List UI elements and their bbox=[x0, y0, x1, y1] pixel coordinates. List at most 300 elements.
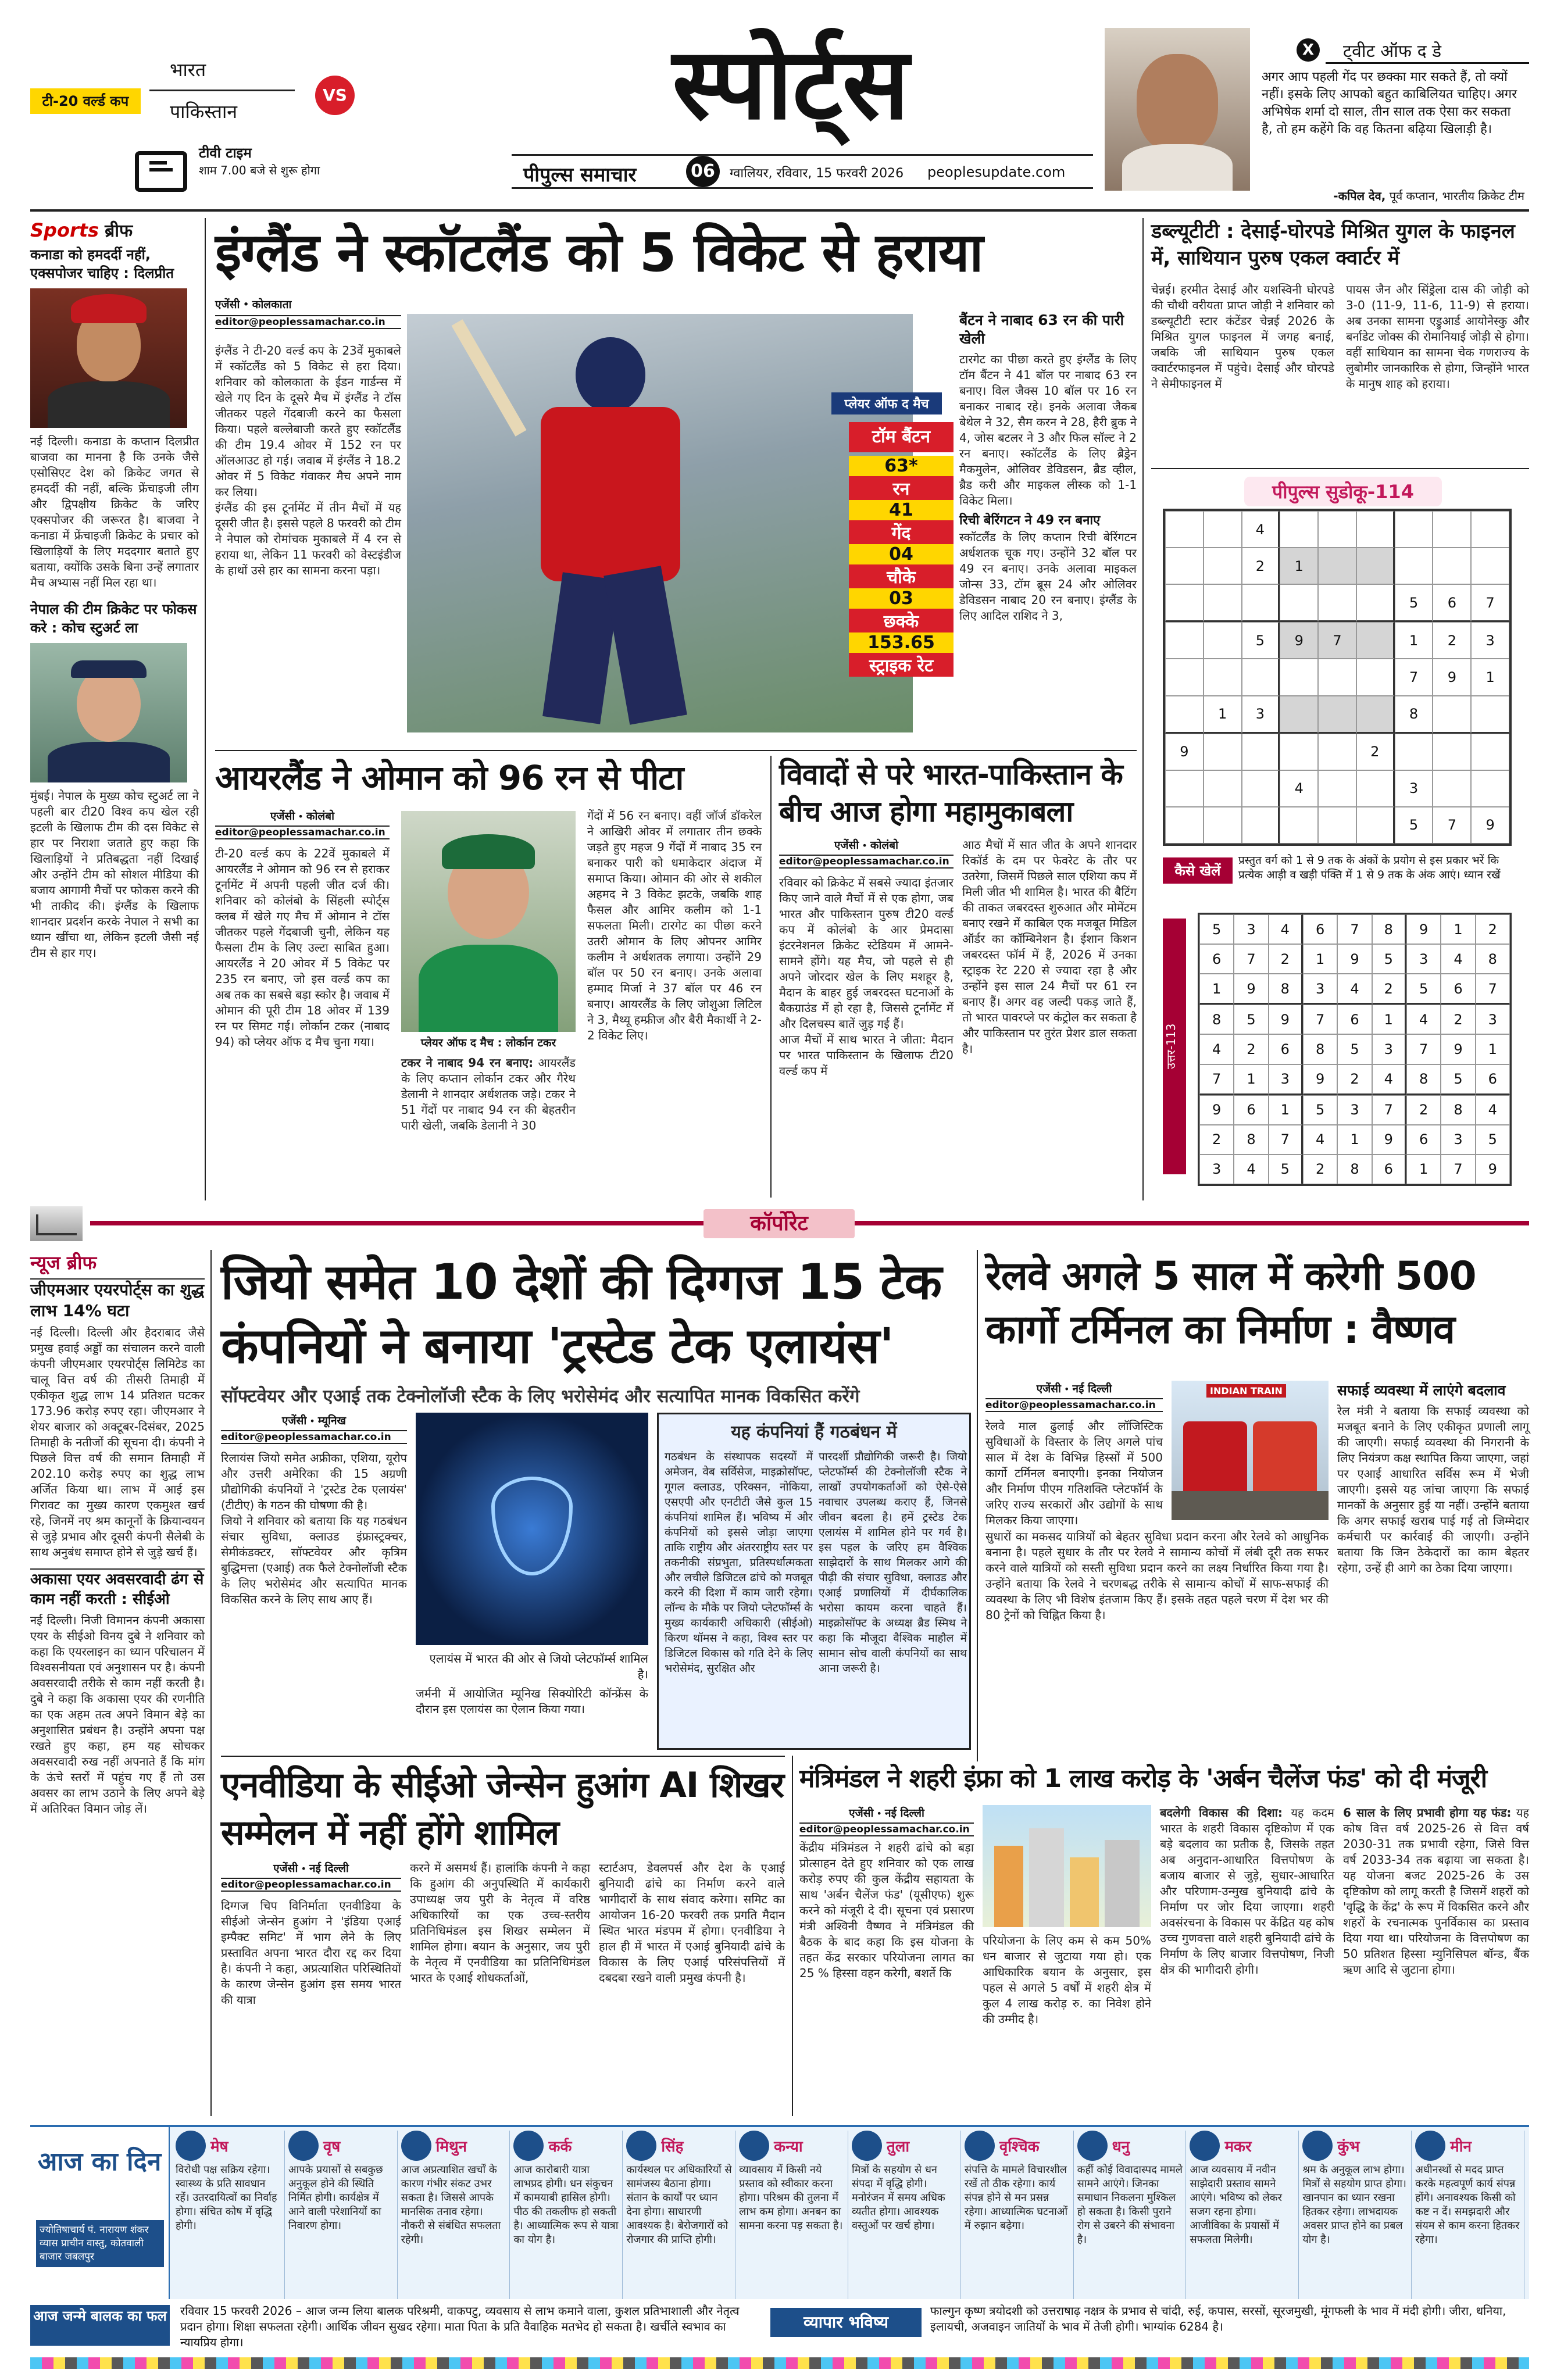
zodiac-icon bbox=[288, 2131, 319, 2161]
sudoku-cell: 4 bbox=[1242, 511, 1280, 548]
banton-photo bbox=[407, 314, 913, 732]
stat-sr-label: स्ट्राइक रेट bbox=[849, 653, 954, 677]
answer-cell: 4 bbox=[1476, 1095, 1510, 1125]
indpak-headline: विवादों से परे भारत-पाकिस्तान के बीच आज होगा महामुकाबला bbox=[779, 757, 1123, 828]
sudoku-cell bbox=[1242, 584, 1280, 622]
lead-byline: एजेंसी • कोलकाता editor@peoplessamachar.co.in bbox=[215, 296, 401, 329]
shield-icon bbox=[491, 1477, 573, 1575]
sudoku-cell bbox=[1204, 770, 1242, 807]
masthead-strip bbox=[512, 154, 1093, 189]
lead-side-head: बैंटन ने नाबाद 63 रन की पारी खेली bbox=[959, 312, 1124, 347]
urban-side-b bbox=[1343, 1805, 1533, 1978]
zodiac-name: मेष bbox=[210, 2138, 228, 2156]
team2: पाकिस्तान bbox=[170, 101, 238, 123]
zodiac-row bbox=[176, 2131, 1524, 2299]
answer-cell: 3 bbox=[1372, 1034, 1406, 1064]
tucker-photo bbox=[401, 811, 576, 1032]
sudoku-cell bbox=[1471, 548, 1509, 584]
railway-byline: एजेंसी • नई दिल्ली editor@peoplessamachar.co.in bbox=[985, 1381, 1163, 1412]
zodiac-icon bbox=[1190, 2131, 1220, 2161]
ireland-email: editor@peoplessamachar.co.in bbox=[215, 826, 390, 839]
sudoku-cell bbox=[1204, 659, 1242, 695]
stat-sixes-value: 03 bbox=[849, 588, 954, 609]
zodiac-sign bbox=[626, 2131, 735, 2299]
born-today-label: आज जन्मे बालक का फल bbox=[30, 2305, 170, 2346]
stat-sr-value: 153.65 bbox=[849, 632, 954, 653]
stat-sixes-label: छक्के bbox=[849, 609, 954, 632]
railway-place: नई दिल्ली bbox=[1072, 1382, 1112, 1395]
brief-body-2: मुंबई। नेपाल के मुख्य कोच स्टुअर्ट ला ने पहली बार टी20 विश्व कप खेल रही इटली के खिलाफ टीम की दस विकेट से हार पर निराशा जताते हुए कहा कि खिलाड़ियों ने प्रतिबद्धता नहीं दिखाई और उन्होंने टीम को सोशल मीडिया की बजाय आगामी मैचों पर फोकस करने की भी ताकीद की। इंग्लैंड के खिलाफ शानदार प्रदर्शन करके नेपाल ने सभी का ध्यान खींचा था, लेकिन इटली जैसी नई टीम से हार गए। bbox=[30, 789, 203, 960]
tweet-box bbox=[1105, 28, 1529, 202]
jio-agency: एजेंसी bbox=[281, 1414, 307, 1427]
answer-cell: 3 bbox=[1199, 1155, 1234, 1184]
answer-cell: 9 bbox=[1337, 944, 1372, 974]
nvidia-agency: एजेंसी bbox=[273, 1862, 298, 1875]
railway-side-head: सफाई व्यवस्था में लाएंगे बदलाव bbox=[1337, 1382, 1506, 1399]
sudoku-cell: 4 bbox=[1280, 770, 1318, 807]
answer-cell: 1 bbox=[1269, 1095, 1303, 1125]
zodiac-name: धनु bbox=[1112, 2138, 1130, 2156]
answer-cell: 5 bbox=[1234, 1005, 1268, 1034]
zodiac-icon bbox=[739, 2131, 769, 2161]
sudoku-cell: 3 bbox=[1471, 622, 1509, 659]
railway-email: editor@peoplessamachar.co.in bbox=[985, 1398, 1163, 1412]
sudoku-cell bbox=[1433, 734, 1471, 770]
zodiac-sign bbox=[739, 2131, 848, 2299]
answer-cell: 6 bbox=[1234, 1095, 1268, 1125]
answer-cell: 7 bbox=[1303, 1005, 1337, 1034]
answer-cell: 8 bbox=[1337, 1155, 1372, 1184]
ireland-body-a: टी-20 वर्ल्ड कप के 22वें मुकाबले में आयरलैंड ने ओमान को 96 रन से हराकर टूर्नामेंट में अपनी पहली जीत दर्ज की। शनिवार को कोलंबो के सिंहली स्पोर्ट्स क्लब में खेले गए मैच में ओमान ने टॉस जीतकर पहले गेंदबाजी चुनी, लेकिन यह फैसला टीम के लिए उल्टा साबित हुआ। आयरलैंड ने 20 ओवर में 5 विकेट पर 235 रन बनाए, जो इस वर्ल्ड कप का अब तक का सबसे बड़ा स्कोर है। जवाब में ओमान की पूरी टीम 18 ओवर में 139 रन पर सिमट गई। लोर्कान टकर (नाबाद 94) को प्लेयर ऑफ द मैच चुना गया। bbox=[215, 846, 394, 1049]
answer-cell: 8 bbox=[1199, 1005, 1234, 1034]
tv-icon bbox=[135, 151, 187, 192]
sudoku-cell bbox=[1356, 584, 1395, 622]
lead-side bbox=[959, 311, 1141, 624]
sudoku-cell bbox=[1318, 734, 1356, 770]
sudoku-cell bbox=[1165, 659, 1204, 695]
news-brief-headline-1: जीएमआर एयरपोर्ट्स का शुद्ध लाभ 14% घटा bbox=[30, 1278, 205, 1321]
answer-cell: 5 bbox=[1441, 1064, 1475, 1095]
kapil-dev-photo bbox=[1105, 28, 1250, 191]
sudoku-cell: 7 bbox=[1318, 622, 1356, 659]
answer-cell: 1 bbox=[1337, 1125, 1372, 1155]
answer-cell: 3 bbox=[1337, 1095, 1372, 1125]
answer-cell: 4 bbox=[1303, 1125, 1337, 1155]
sudoku-cell bbox=[1395, 511, 1433, 548]
zodiac-text: कहीं कोई विवादास्पद मामले सामने आएंगे। जिनका समाधान निकलना मुश्किल हो सकता है। किसी पुराने रोग से उबरने की संभावना है। bbox=[1077, 2164, 1186, 2246]
sudoku-cell bbox=[1471, 734, 1509, 770]
railway-sidebar bbox=[1337, 1381, 1533, 1576]
sudoku-cell bbox=[1318, 770, 1356, 807]
zodiac-text: मित्रों के सहयोग से धन संपदा में वृद्धि होगी। मनोरंजन में समय अधिक व्यतीत होगा। आवश्यक वस्तुओं पर खर्च होगा। bbox=[851, 2164, 949, 2232]
answer-cell: 5 bbox=[1269, 1155, 1303, 1184]
sudoku-cell bbox=[1395, 548, 1433, 584]
answer-cell: 6 bbox=[1303, 914, 1337, 944]
ireland-body-b-head: टकर ने नाबाद 94 रन बनाए: bbox=[401, 1056, 534, 1070]
sudoku-cell bbox=[1395, 734, 1433, 770]
dilpreet-photo bbox=[30, 288, 187, 428]
urban-byline: एजेंसी • नई दिल्ली editor@peoplessamachar.co.in bbox=[799, 1805, 974, 1836]
answer-cell: 7 bbox=[1337, 914, 1372, 944]
jio-headline: जियो समेत 10 देशों की दिग्गज 15 टेक कंपनियों ने बनाया 'ट्रस्टेड टेक एलायंस' bbox=[221, 1253, 942, 1374]
zodiac-icon bbox=[513, 2131, 544, 2161]
indpak-body-a: रविवार को क्रिकेट में सबसे ज्यादा इंतजार किए जाने वाले मैचों में से एक होगा, जब भारत और पाकिस्तान पुरुष टी20 वर्ल्ड कप में कोलंबो के आर प्रेमदासा इंटरनेशनल क्रिकेट स्टेडियम में आमने-सामने होंगे। यह मैच, जो पहले से ही अपने जोरदार खेल के लिए मशहूर है, मैदान के बाहर हुई जबरदस्त घटनाओं के बैकग्राउंड में हो रहा है, जिससे टूर्नामेंट में और दिलचस्प बातें जुड़ गई हैं। आज मैचों में साथ भारत ने जीता: मैदान पर भारत पाकिस्तान के खिलाफ टी20 वर्ल्ड कप में bbox=[779, 875, 954, 1078]
stat-runs-label: रन bbox=[849, 476, 954, 500]
answer-cell: 3 bbox=[1303, 974, 1337, 1005]
answer-cell: 6 bbox=[1199, 944, 1234, 974]
website: peoplesupdate.com bbox=[927, 164, 1066, 180]
sudoku-cell: 2 bbox=[1242, 548, 1280, 584]
zodiac-text: व्यावसाय में किसी नये प्रस्ताव को स्वीकार करना होगा। परिश्रम की तुलना में लाभ कम होगा। अनबन का सामना करना पड़ सकता है। bbox=[739, 2164, 845, 2232]
brief-headline-2: नेपाल की टीम क्रिकेट पर फोकस करे : कोच स्टुअर्ट ला bbox=[30, 601, 197, 636]
sudoku-grid bbox=[1163, 509, 1512, 846]
indpak-byline: एजेंसी • कोलंबो editor@peoplessamachar.co.in bbox=[779, 837, 954, 869]
answer-cell: 4 bbox=[1234, 1155, 1268, 1184]
sudoku-cell bbox=[1242, 734, 1280, 770]
sudoku-cell bbox=[1204, 734, 1242, 770]
answer-cell: 1 bbox=[1372, 1005, 1406, 1034]
sudoku-cell bbox=[1204, 622, 1242, 659]
answer-cell: 2 bbox=[1337, 1064, 1372, 1095]
sudoku-cell: 6 bbox=[1433, 584, 1471, 622]
urban-body-a: केंद्रीय मंत्रिमंडल ने शहरी ढांचे को बड़ा प्रोत्साहन देते हुए शनिवार को एक लाख करोड़ रुपए की कुल केंद्रीय सहायता के साथ 'अर्बन चैलेंज फंड' (यूसीएफ) शुरू करने को मंजूरी दे दी। सूचना एवं प्रसारण मंत्री अश्विनी वैष्णव ने मंत्रिमंडल की बैठक के बाद कहा कि इस योजना के तहत केंद्र सरकार परियोजना लागत का 25 % हिस्सा वहन करेगी, बशर्ते कि bbox=[799, 1841, 978, 1980]
answer-cell: 8 bbox=[1269, 974, 1303, 1005]
lead-place: कोलकाता bbox=[252, 298, 292, 311]
answer-cell: 4 bbox=[1372, 1064, 1406, 1095]
nvidia-place: नई दिल्ली bbox=[309, 1862, 349, 1875]
sudoku-cell: 1 bbox=[1471, 659, 1509, 695]
answer-cell: 9 bbox=[1372, 1125, 1406, 1155]
answer-cell: 1 bbox=[1234, 1064, 1268, 1095]
sudoku-cell bbox=[1356, 807, 1395, 844]
indpak-place: कोलंबो bbox=[870, 839, 899, 852]
stat-runs-value: 63* bbox=[849, 456, 954, 476]
zodiac-sign bbox=[401, 2131, 510, 2299]
sudoku-cell bbox=[1433, 548, 1471, 584]
nvidia-headline: एनवीडिया के सीईओ जेन्सेन हुआंग AI शिखर सम्मेलन में नहीं होंगे शामिल bbox=[221, 1765, 784, 1853]
railway-agency: एजेंसी bbox=[1036, 1382, 1061, 1395]
zodiac-sign bbox=[852, 2131, 961, 2299]
tweet-text: अगर आप पहली गेंद पर छक्का मार सकते हैं, तो क्यों नहीं। इसके लिए आपको बहुत काबिलियत चाहिए। अगर अभिषेक शर्मा दो साल, तीन साल तक ऐसा कर सकता है, तो हम कहेंगे कि वह कितना बढ़िया खिलाड़ी है। bbox=[1262, 70, 1517, 137]
answer-cell: 3 bbox=[1476, 1005, 1510, 1034]
business-forecast-text: फाल्गुन कृष्ण त्रयोदशी को उत्तराषाढ़ नक्षत्र के प्रभाव से चांदी, रुई, कपास, सरसों, सूरजमुखी, मूंगफली के भाव में मंदी होगी। जीरा, धनिया, इलायची, अजवाइन जातियों के भाव में तेजी होगी। भाग्यांक 6284 है। bbox=[930, 2304, 1506, 2333]
urban-side-head: बदलेगी विकास की दिशा: bbox=[1160, 1806, 1283, 1820]
zodiac-text: विरोधी पक्ष सक्रिय रहेगा। स्वास्थ्य के प्रति सावधान रहें। उतरदायित्वों का निर्वाह होगा। संचित कोष में वृद्धि होगी। bbox=[176, 2164, 281, 2232]
stock-icon bbox=[30, 1206, 83, 1241]
answer-grid bbox=[1198, 913, 1512, 1186]
sudoku-cell bbox=[1204, 511, 1242, 548]
zodiac-name: कुंभ bbox=[1337, 2138, 1360, 2156]
sudoku-cell: 9 bbox=[1471, 807, 1509, 844]
sudoku-cell bbox=[1280, 807, 1318, 844]
ireland-place: कोलंबो bbox=[306, 810, 335, 823]
answer-cell: 3 bbox=[1441, 1125, 1475, 1155]
answer-cell: 8 bbox=[1303, 1034, 1337, 1064]
answer-cell: 1 bbox=[1441, 914, 1475, 944]
answer-cell: 1 bbox=[1199, 974, 1234, 1005]
answer-cell: 7 bbox=[1234, 944, 1268, 974]
nvidia-email: editor@peoplessamachar.co.in bbox=[221, 1878, 401, 1892]
answer-cell: 6 bbox=[1372, 1155, 1406, 1184]
zodiac-icon bbox=[1302, 2131, 1333, 2161]
sudoku-cell: 5 bbox=[1242, 622, 1280, 659]
sudoku-rules: प्रस्तुत वर्ग को 1 से 9 तक के अंकों के प्रयोग से इस प्रकार भरें कि प्रत्येक आड़ी व खड़ी पंक्ति में 1 से 9 तक के अंक आएं। ध्यान रखें bbox=[1238, 854, 1501, 881]
answer-cell: 4 bbox=[1337, 974, 1372, 1005]
answer-cell: 6 bbox=[1406, 1125, 1441, 1155]
indpak-body-b: आठ मैचों में सात जीत के अपने शानदार रिकॉर्ड के दम पर फेवरेट के तौर पर उतरेगा, जिसमें पिछले साल एशिया कप में मिली जीत भी शामिल है। भारत की बैटिंग की ताकत जबरदस्त शुरुआत और मोमेंटम बनाए रखने में काबिल एक मजबूत मिडिल ऑर्डर का कॉम्बिनेशन है। ईशान किशन जबरदस्त फॉर्म में हैं, 2026 में उनका स्ट्राइक रेट 220 से ज्यादा रहा है और उन्होंने इस साल 24 मैचों पर 61 रन बनाए हैं। अगर वह जल्दी पकड़ जाते हैं, तो भारत पावरप्ले पर कंट्रोल कर सकता है और पाकिस्तान पर तुरंत प्रेशर डाल सकता है। bbox=[962, 838, 1141, 1056]
railway-body-c bbox=[1172, 1668, 1329, 1669]
jio-caption: एलायंस में भारत की ओर से जियो प्लेटफॉर्म्स शामिल है। bbox=[429, 1652, 648, 1681]
brand-name: पीपुल्स समाचार bbox=[523, 163, 637, 187]
sudoku-cell bbox=[1356, 511, 1395, 548]
answer-cell: 5 bbox=[1303, 1095, 1337, 1125]
sudoku-cell bbox=[1280, 696, 1318, 734]
answer-cell: 7 bbox=[1476, 974, 1510, 1005]
brief-label: ब्रीफ bbox=[105, 221, 133, 241]
zodiac-icon bbox=[965, 2131, 995, 2161]
answer-cell: 5 bbox=[1406, 974, 1441, 1005]
sudoku-cell: 2 bbox=[1356, 734, 1395, 770]
wtt-body-b: पायस जैन और सिंड्रेला दास की जोड़ी को 3-0 (11-9, 11-6, 11-9) से हराया। अब उनका सामना एड्रुआर्ड आयोनेस्कु और बर्नाडेट जोक्स की रोमानियाई जोड़ी से होगा। वहीं साथियान का सामना चेक गणराज्य के लुबोमीर जानकारिक से होगा, जिन्होंने भारत के मानुष शाह को हराया। bbox=[1346, 283, 1533, 391]
zodiac-text: अधीनस्थों से मदद प्राप्त करके महत्वपूर्ण कार्य संपन्न होंगे। अनावश्यक किसी को कष्ट न दें। समझदारी और संयम से काम करना हितकर रहेगा। bbox=[1415, 2164, 1523, 2246]
ireland-body-c: गेंदों में 56 रन बनाए। वहीं जॉर्ज डॉकरेल ने आखिरी ओवर में लगातार तीन छक्के जड़ते हुए महज 9 गेंदों में नाबाद 35 रन बनाकर पारी को धमाकेदार अंदाज में समाप्त किया। ओमान की ओर से शकील अहमद ने 3 विकेट झटके, जबकि शाह फैसल और आमिर कलीम को 1-1 सफलता मिली। टारगेट का पीछा करने उतरी ओमान के लिए ओपनर आमिर कलीम ने अर्धशतक लगाया। उन्होंने 29 बॉल पर 50 रन बनाए। उनके अलावा हम्माद मिर्जा ने 37 बॉल पर 46 रन बनाए। आयरलैंड के लिए जोशुआ लिटिल ने 3, मैथ्यू हम्फ्रीज और बैरी मैकार्थी ने 2-2 विकेट लिए। bbox=[587, 809, 766, 1042]
answer-cell: 4 bbox=[1441, 944, 1475, 974]
news-brief-headline-2: अकासा एयर अवसरवादी ढंग से काम नहीं करती : सीईओ bbox=[30, 1568, 205, 1609]
sudoku-cell bbox=[1204, 807, 1242, 844]
horoscope-title-box bbox=[30, 2127, 170, 2299]
zodiac-text: आज कारोबारी यात्रा लाभप्रद होगी। धन संकुचन में कामयाबी हासिल होगी। पीठ की तकलीफ हो सकती है। आध्यात्मिक रूप से यात्रा का योग है। bbox=[513, 2164, 622, 2246]
security-shield-photo bbox=[416, 1413, 648, 1645]
astrologer: ज्योतिषाचार्य पं. नारायण शंकर व्यास प्राचीन वास्तु, कोतवाली बाजार जबलपुर bbox=[36, 2220, 164, 2267]
answer-cell: 7 bbox=[1441, 1155, 1475, 1184]
news-brief-body-2: नई दिल्ली। निजी विमानन कंपनी अकासा एयर के सीईओ विनय दुबे ने शनिवार को कहा कि एयरलाइन का ध्यान परिचालन में विश्वसनीयता एवं अनुशासन पर है। कंपनी अवसरवादी तरीके से काम नहीं करती है। दुबे ने कहा कि अकासा एयर की रणनीति का एक अहम तत्व अपने विमान बेड़े का अनुशासित प्रबंधन है। उन्होंने अपना पक्ष रखते हुए कहा, हम यह सोचकर अवसरवादी रुख नहीं अपनाते हैं कि मांग के ऊंचे स्तरों में पहुंच गए हैं तो उस अवसर का लाभ उठाने के लिए अपने बेड़े में अतिरिक्त विमान जोड़ लें। bbox=[30, 1613, 209, 1816]
zodiac-name: मिथुन bbox=[435, 2138, 467, 2156]
answer-cell: 3 bbox=[1269, 1064, 1303, 1095]
railway-body-a: रेलवे माल ढुलाई और लॉजिस्टिक सुविधाओं के विस्तार के लिए अगले पांच साल में देश के विभिन्न हिस्सों में 500 कार्गो टर्मिनल बनाएगी। इनका नियोजन और निर्माण पीएम गतिशक्ति प्लेटफॉर्म के जरिए राज्य सरकारों और उद्योगों के साथ मिलकर किया जाएगा। bbox=[985, 1419, 1167, 1527]
zodiac-sign bbox=[513, 2131, 623, 2299]
answer-cell: 9 bbox=[1406, 914, 1441, 944]
ireland-byline: एजेंसी • कोलंबो editor@peoplessamachar.co.in bbox=[215, 808, 390, 839]
jio-place: म्यूनिख bbox=[317, 1414, 347, 1427]
sudoku-cell bbox=[1471, 770, 1509, 807]
tweet-author-desc: पूर्व कप्तान, भारतीय क्रिकेट टीम bbox=[1389, 189, 1524, 203]
sudoku-cell bbox=[1318, 548, 1356, 584]
jio-box-b: पारदर्शी प्रौद्योगिकी जरूरी है। जियो प्लेटफॉर्म्स की टेक्नोलॉजी स्टैक ने लाखों उपयोगकर्ताओं को ऐसे-ऐसे नवाचार उपलब्ध कराए हैं, जिनसे जीवन बदला है। हमें ट्रस्टेड टेक एलायंस में शामिल होने पर गर्व है। इस पहल के जरिए हम वैश्विक साझेदारों के साथ मिलकर आगे की पीढ़ी की संचार सुविधा, क्लाउड और एआई प्रणालियों में दीर्घकालिक भरोसा कायम करना चाहते हैं। माइक्रोसॉफ्ट के अध्यक्ष ब्रैड स्मिथ ने कहा कि मौजूदा वैश्विक माहौल में सामान सोच वाली कंपनियों का साथ आना जरूरी है। bbox=[819, 1450, 971, 1675]
lead-body: इंग्लैंड ने टी-20 वर्ल्ड कप के 23वें मुकाबले में स्कॉटलैंड को 5 विकेट से हरा दिया। शनिवार को कोलकाता के ईडन गार्डन्स में खेले गए दिन के दूसरे मैच में इंग्लैंड ने टॉस जीतकर पहले गेंदबाजी करने का फैसला किया। पहले बल्लेबाजी करते हुए स्कॉटलैंड की टीम 19.4 ओवर में 152 रन पर ऑलआउट हो गई। जवाब में इंग्लैंड ने 18.2 ओवर में 5 विकेट गंवाकर मैच अपने नाम कर लिया। इंग्लैंड की इस टूर्नामेंट में तीन मैचों में यह दूसरी जीत है। इससे पहले 8 फरवरी को टीम ने नेपाल को रोमांचक मुकाबले में 4 रन से हराया था, लेकिन 11 फरवरी को वेस्टइंडीज के हाथों उसे हार का सामना करना पड़ा। bbox=[215, 344, 401, 577]
zodiac-icon bbox=[626, 2131, 656, 2161]
answer-cell: 9 bbox=[1234, 974, 1268, 1005]
answer-cell: 2 bbox=[1406, 1095, 1441, 1125]
answer-cell: 2 bbox=[1372, 974, 1406, 1005]
urban-headline: मंत्रिमंडल ने शहरी इंफ्रा को 1 लाख करोड़ के 'अर्बन चैलेंज फंड' को दी मंजूरी bbox=[799, 1764, 1487, 1793]
answer-cell: 2 bbox=[1441, 1005, 1475, 1034]
answer-cell: 9 bbox=[1269, 1005, 1303, 1034]
sudoku-cell bbox=[1471, 696, 1509, 734]
answer-cell: 1 bbox=[1406, 1155, 1441, 1184]
match-cup: टी-20 वर्ल्ड कप bbox=[30, 88, 141, 114]
jio-box bbox=[657, 1413, 971, 1750]
answer-cell: 4 bbox=[1406, 1005, 1441, 1034]
zodiac-sign bbox=[965, 2131, 1074, 2299]
sudoku-cell: 1 bbox=[1280, 548, 1318, 584]
zodiac-sign bbox=[1077, 2131, 1187, 2299]
sudoku-cell bbox=[1165, 548, 1204, 584]
jio-subhead: सॉफ्टवेयर और एआई तक टेक्नोलॉजी स्टैक के लिए भरोसेमंद और सत्यापित मानक विकसित करेंगे bbox=[221, 1386, 860, 1407]
sudoku-cell: 3 bbox=[1395, 770, 1433, 807]
sudoku-rules-label: कैसे खेलें bbox=[1163, 857, 1233, 884]
horoscope-bar bbox=[30, 2125, 1529, 2299]
zodiac-name: वृश्चिक bbox=[999, 2138, 1040, 2156]
tv-time: शाम 7.00 बजे से शुरू होगा bbox=[199, 163, 320, 177]
page-number: 06 bbox=[686, 156, 720, 187]
jio-box-a: गठबंधन के संस्थापक सदस्यों में अमेजन, वेब सर्विसेज, माइक्रोसॉफ्ट, गूगल क्लाउड, एरिक्सन, नोकिया, एसएपी और एनटीटी जैसे कुल 15 कंपनियां शामिल हैं। भविष्य में और कंपनियों को इससे जोड़ा जाएगा ताकि राष्ट्रीय और अंतरराष्ट्रीय स्तर पर तकनीकी संप्रभुता, प्रतिस्पर्धात्मकता और लचीले डिजिटल ढांचे को मजबूत करने की दिशा में काम जारी रहेगा। लॉन्च के मौके पर जियो प्लेटफॉर्म्स के मुख्य कार्यकारी अधिकारी (सीईओ) किरण थॉमस ने कहा, विश्व स्तर पर डिजिटल विकास को गति देने के लिए भरोसेमंद, सुरक्षित और bbox=[665, 1450, 817, 1675]
team1: भारत bbox=[170, 59, 206, 81]
vs-badge: VS bbox=[315, 76, 355, 115]
zodiac-icon bbox=[1077, 2131, 1108, 2161]
urban-place: नई दिल्ली bbox=[885, 1807, 924, 1820]
sudoku-cell bbox=[1242, 659, 1280, 695]
zodiac-text: कार्यस्थल पर अधिकारियों से सामंजस्य बैठाना होगा। संतान के कार्यों पर ध्यान देना होगा। साधारणी आवश्यक है। बेरोजगारों को रोजगार की प्राप्ति होगी। bbox=[626, 2164, 735, 2246]
sudoku-cell bbox=[1165, 807, 1204, 844]
answer-cell: 9 bbox=[1476, 1155, 1510, 1184]
answer-cell: 2 bbox=[1234, 1034, 1268, 1064]
lead-side-body: टारगेट का पीछा करते हुए इंग्लैंड के लिए टॉम बैंटन ने 41 बॉल पर नाबाद 63 रन बनाए। विल जैक्स 10 बॉल पर 16 रन बनाकर नाबाद रहे। इनके अलावा जैकब बेथेल ने 32, सैम करन ने 28, हैरी ब्रुक ने 4, जोस बटलर ने 3 और फिल सॉल्ट ने 2 रन बनाए। स्कॉटलैंड के लिए ब्रैड्रेन मैकमुलेन, ओलिवर डेविडसन, ब्रैड व्हील, ब्रैड करी और माइकल लीस्क को 1-1 विकेट मिला। bbox=[959, 352, 1141, 508]
jio-box-title: यह कंपनियां हैं गठबंधन में bbox=[731, 1422, 897, 1442]
answer-cell: 7 bbox=[1199, 1064, 1234, 1095]
lead-headline: इंग्लैंड ने स्कॉटलैंड को 5 विकेट से हराया bbox=[215, 221, 983, 284]
stat-fours-label: चौके bbox=[849, 564, 954, 588]
sudoku-cell: 5 bbox=[1395, 807, 1433, 844]
sudoku-cell bbox=[1356, 622, 1395, 659]
answer-cell: 6 bbox=[1441, 974, 1475, 1005]
railway-body-b: सुधारों का मकसद यात्रियों को बेहतर सुविधा प्रदान करना और रेलवे को आधुनिक बनाना है। पहले सुधार के तौर पर रेलवे ने सामान्य कोचों में लंबी दूरी तक सफर करने वाले यात्रियों को सस्ती सुविधा प्रदान करने का लक्ष्य निर्धारित किया गया है। उन्होंने बताया कि रेलवे ने चरणबद्ध तरीके से सामान्य कोचों में साफ-सफाई की व्यवस्था के लिए भी विशेष इंतजाम किए हैं। इसके तहत पहले चरण में देश भर की 80 ट्रेनों को चिह्नित किया है। bbox=[985, 1530, 1333, 1622]
answer-cell: 9 bbox=[1303, 1064, 1337, 1095]
sudoku-cell bbox=[1356, 548, 1395, 584]
zodiac-sign bbox=[1415, 2131, 1524, 2299]
nvidia-body-a: दिग्गज चिप विनिर्माता एनवीडिया के सीईओ जेन्सेन हुआंग ने 'इंडिया एआई इम्पैक्ट समिट' में भाग लेने के लिए प्रस्तावित अपना भारत दौरा रद्द कर दिया है। कंपनी ने कहा, अप्रत्याशित परिस्थितियों के कारण जेन्सेन हुआंग इस समय भारत की यात्रा bbox=[221, 1899, 405, 2007]
sudoku-cell bbox=[1318, 696, 1356, 734]
sudoku-cell bbox=[1242, 770, 1280, 807]
ireland-body-b-text: आयरलैंड के लिए कप्तान लोर्कान टकर और गैरेथ डेलानी ने शानदार अर्धशतक जड़े। टकर ने 51 गेंदों पर नाबाद 94 रन की बेहतरीन पारी खेली, जबकि डेलानी ने 30 bbox=[401, 1056, 580, 1132]
color-strip bbox=[30, 2357, 1529, 2369]
zodiac-text: आपके प्रयासों से सबकुछ अनुकूल होने की स्थिति निर्मित होगी। कार्यक्षेत्र में आने वाली परेशानियों का निवारण होगा। bbox=[288, 2164, 387, 2232]
sudoku-cell: 9 bbox=[1280, 622, 1318, 659]
answer-cell: 6 bbox=[1476, 1064, 1510, 1095]
sudoku-cell: 2 bbox=[1433, 622, 1471, 659]
masthead-title: स्पोर्ट्स bbox=[672, 27, 909, 142]
answer-cell: 7 bbox=[1269, 1125, 1303, 1155]
lead-side-body-2: स्कॉटलैंड के लिए कप्तान रिची बेरिंगटन अर्धशतक चूक गए। उन्होंने 32 बॉल पर 49 रन बनाए। उनके अलावा माइकल जोन्स 33, टॉम ब्रूस 24 और ओलिवर डेविडसन नाबाद 20 रन बनाए। इंग्लैंड के लिए आदिल राशिद ने 3, bbox=[959, 530, 1141, 623]
answer-cell: 5 bbox=[1199, 914, 1234, 944]
urban-agency: एजेंसी bbox=[849, 1807, 874, 1820]
answer-label: उत्तर-113 bbox=[1163, 919, 1186, 1174]
urban-side-a bbox=[1160, 1805, 1338, 1978]
tucker-caption: प्लेयर ऑफ द मैच : लोर्कान टकर bbox=[420, 1037, 556, 1049]
tv-time-label: टीवी टाइम bbox=[199, 145, 252, 161]
corporate-label: कॉर्पोरेट bbox=[703, 1209, 855, 1238]
sudoku-cell: 8 bbox=[1395, 696, 1433, 734]
answer-cell: 3 bbox=[1234, 914, 1268, 944]
business-forecast-label: व्यापार भविष्य bbox=[770, 2308, 922, 2337]
sudoku-title: पीपुल्स सुडोकू-114 bbox=[1244, 477, 1442, 506]
nvidia-byline: एजेंसी • नई दिल्ली editor@peoplessamachar.co.in bbox=[221, 1860, 401, 1892]
sudoku-cell: 7 bbox=[1433, 807, 1471, 844]
zodiac-sign bbox=[1190, 2131, 1299, 2299]
sudoku-cell: 9 bbox=[1433, 659, 1471, 695]
zodiac-text: संपत्ति के मामले विचारशील रखें तो ठीक रहेगा। कार्य संपन्न होने से मन प्रसन्न रहेगा। आध्यात्मिक घटनाओं में रुझान बढ़ेगा। bbox=[964, 2164, 1071, 2232]
answer-cell: 9 bbox=[1199, 1095, 1234, 1125]
sudoku-cell bbox=[1204, 548, 1242, 584]
player-name: टॉम बैंटन bbox=[849, 422, 954, 452]
zodiac-name: कन्या bbox=[774, 2138, 803, 2156]
answer-cell: 7 bbox=[1406, 1034, 1441, 1064]
answer-cell: 2 bbox=[1476, 914, 1510, 944]
wtt-story bbox=[1151, 218, 1533, 391]
sudoku-cell bbox=[1433, 511, 1471, 548]
sudoku-cell bbox=[1280, 584, 1318, 622]
answer-cell: 5 bbox=[1372, 944, 1406, 974]
nvidia-body-b: करने में असमर्थ हैं। हालांकि कंपनी ने कहा कि हुआंग की अनुपस्थिति में कार्यकारी उपाध्यक्ष जय पुरी के नेतृत्व में वरिष्ठ अधिकारियों का एक उच्च-स्तरीय प्रतिनिधिमंडल इस शिखर सम्मेलन में शामिल होगा। बयान के अनुसार, जय पुरी के नेतृत्व में एनवीडिया का प्रतिनिधिमंडल भारत के एआई शोधकर्ताओं, bbox=[410, 1861, 594, 1985]
sudoku-cell bbox=[1165, 622, 1204, 659]
jio-body-b: जर्मनी में आयोजित म्यूनिख सिक्योरिटी कॉन्फ्रेंस के दौरान इस एलायंस का ऐलान किया गया। bbox=[416, 1686, 652, 1716]
ireland-headline: आयरलैंड ने ओमान को 96 रन से पीटा bbox=[215, 758, 684, 798]
zodiac-text: श्रम के अनुकूल लाभ होगा। मित्रों से सहयोग प्राप्त होगा। खानपान का ध्यान रखना हितकर रहेगा। लाभदायक अवसर प्राप्त होने का प्रबल योग है। bbox=[1302, 2164, 1410, 2246]
sudoku-cell bbox=[1356, 659, 1395, 695]
lead-side-head-2: रिची बेरिंगटन ने 49 रन बनाए bbox=[959, 513, 1101, 528]
answer-cell: 6 bbox=[1337, 1005, 1372, 1034]
zodiac-name: सिंह bbox=[661, 2138, 684, 2156]
railway-side-body: रेल मंत्री ने बताया कि सफाई व्यवस्था को मजबूत बनाने के लिए एकीकृत प्रणाली लागू की जाएगी। सफाई व्यवस्था की निगरानी के लिए नियंत्रण कक्ष स्थापित किया जाएगा, जहां पर एआई आधारित सर्विस रूम में भेजी जाएगी। इससे यह जांचा जाएगा कि सफाई मानकों के अनुसार हुई या नहीं। उन्होंने बताया कि अगर सफाई खराब पाई गई तो जिम्मेदार कर्मचारी पर कार्रवाई की जाएगी। उन्होंने बताया कि जिन ठेकेदारों का काम बेहतर रहेगा, उन्हें ही आगे का ठेका दिया जाएगा। bbox=[1337, 1404, 1533, 1575]
answer-cell: 1 bbox=[1303, 944, 1337, 974]
urban-email: editor@peoplessamachar.co.in bbox=[799, 1822, 974, 1836]
answer-cell: 5 bbox=[1337, 1034, 1372, 1064]
answer-cell: 2 bbox=[1303, 1155, 1337, 1184]
sudoku-cell bbox=[1318, 659, 1356, 695]
wtt-body-a: चेन्नई। हरमीत देसाई और यशस्विनी घोरपडे की चौथी वरीयता प्राप्त जोड़ी ने शनिवार को डब्ल्यूटीटी स्टार कंटेंडर चेन्नई 2026 के मिश्रित युगल फाइनल में जगह बनाई, जबकि जी साथियान पुरुष एकल क्वार्टरफाइनल में पहुंचे। देसाई और घोरपडे ने सेमीफाइनल में bbox=[1151, 283, 1338, 391]
answer-cell: 8 bbox=[1476, 944, 1510, 974]
sudoku-cell bbox=[1318, 511, 1356, 548]
sudoku-cell bbox=[1165, 770, 1204, 807]
railway-headline: रेलवे अगले 5 साल में करेगी 500 कार्गो टर्मिनल का निर्माण : वैष्णव bbox=[985, 1253, 1476, 1353]
answer-cell: 8 bbox=[1372, 914, 1406, 944]
brief-body-1: नई दिल्ली। कनाडा के कप्तान दिलप्रीत बाजवा का मानना है कि उनके जैसे एसोसिएट देश को क्रिकेट जगत से हमदर्दी की नहीं, बल्कि फ्रेंचाइजी लीग और द्विपक्षीय क्रिकेट के जरिए एक्सपोजर की जरूरत है। बाजवा ने कनाडा में फ्रेंचाइजी क्रिकेट के प्रचार को खिलाड़ियों के लिए मददगार बताते हुए बताया, क्योंकि उसके बिना उन्हें लगातार मैच अभ्यास नहीं मिल रहा था। bbox=[30, 434, 203, 589]
ireland-body-b bbox=[401, 1055, 580, 1134]
sudoku-cell bbox=[1471, 511, 1509, 548]
stat-balls-value: 41 bbox=[849, 500, 954, 520]
stat-balls-label: गेंद bbox=[849, 520, 954, 544]
train-photo bbox=[1172, 1381, 1329, 1520]
sudoku-cell bbox=[1318, 584, 1356, 622]
ireland-agency: एजेंसी bbox=[270, 810, 295, 823]
answer-cell: 9 bbox=[1441, 1034, 1475, 1064]
lead-email: editor@peoplessamachar.co.in bbox=[215, 315, 401, 329]
answer-cell: 4 bbox=[1199, 1034, 1234, 1064]
zodiac-icon bbox=[176, 2131, 206, 2161]
zodiac-icon bbox=[852, 2131, 882, 2161]
answer-cell: 2 bbox=[1269, 944, 1303, 974]
sudoku-cell bbox=[1280, 659, 1318, 695]
sudoku-cell: 9 bbox=[1165, 734, 1204, 770]
zodiac-name: तुला bbox=[886, 2138, 910, 2156]
answer-cell: 3 bbox=[1406, 944, 1441, 974]
zodiac-sign bbox=[1302, 2131, 1412, 2299]
urban-side-head-2: 6 साल के लिए प्रभावी होगा यह फंड: bbox=[1343, 1806, 1512, 1820]
stuart-law-photo bbox=[30, 643, 187, 782]
sports-brief bbox=[30, 218, 203, 1200]
zodiac-name: कर्क bbox=[548, 2138, 572, 2156]
sudoku-cell: 7 bbox=[1395, 659, 1433, 695]
answer-cell: 8 bbox=[1234, 1125, 1268, 1155]
